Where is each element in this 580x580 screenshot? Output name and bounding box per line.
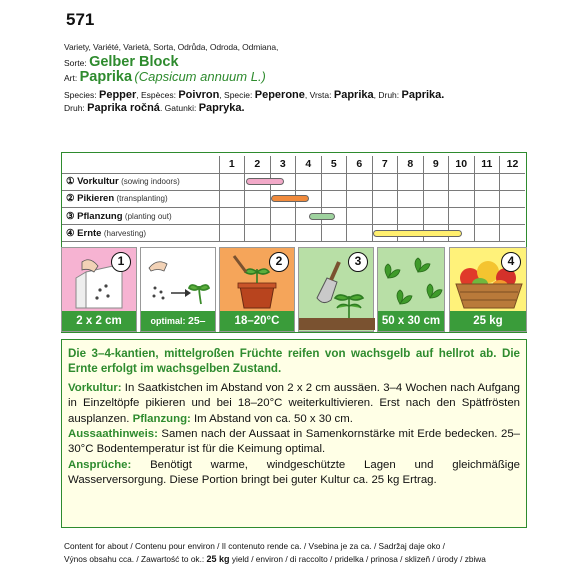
month-cell [474,173,500,190]
month-cell [474,208,500,225]
month-header: 8 [398,156,424,173]
month-cell [372,208,398,225]
footer-prefix: Výnos obsahu cca. / Zawartość to ok.: [64,553,207,564]
month-cell [245,208,271,225]
calendar-row [62,208,525,225]
month-cell [296,225,322,242]
pictogram-caption [141,311,215,331]
month-cell [219,208,245,225]
month-cell [474,190,500,207]
month-cell [321,173,347,190]
species-value: Paprika [333,89,374,101]
month-cell [270,225,296,242]
month-cell [219,225,245,242]
species-value: Pepper [98,89,137,101]
month-cell [245,225,271,242]
month-cell [372,190,398,207]
sprout-icon [141,248,217,314]
vorkultur-text: In Saatkistchen im Abstand von 2 x 2 cm aussäen. 3–4 Wochen nach Aufgang in Einzeltöpfe pikieren und bei 18–20°C weiterkultivieren. Erst nach den Spätfrösten ausplanzen. [68,381,520,425]
month-header: 11 [474,156,500,173]
calendar-bar [373,230,462,237]
month-cell [321,190,347,207]
month-cell [500,208,526,225]
art-latin: (Capsicum annuum L.) [134,69,266,84]
art-label: Art: [64,73,78,83]
species-label: , Vrsta: [304,90,332,100]
step-number: 1 [111,252,131,272]
pictogram-caption: 2 x 2 cm [62,311,136,331]
calendar-bar [246,178,284,185]
step-number: 3 [348,252,368,272]
description-aussaat [68,427,520,458]
species-label: , Druh: [373,90,400,100]
month-header: 7 [372,156,398,173]
month-cell [398,190,424,207]
month-header: 4 [296,156,322,173]
vorkultur-label: Vorkultur: [68,381,122,394]
calendar-row-label [62,173,219,190]
month-header: 5 [321,156,347,173]
month-cell [372,173,398,190]
month-header: 3 [270,156,296,173]
caption-value: 25– [187,315,206,327]
month-cell [347,208,373,225]
pictogram-caption: 25 kg [450,311,526,331]
description-box [61,339,527,528]
stage-sub: (sowing indoors) [121,177,180,187]
month-header: 1 [219,156,245,173]
sorte-value: Gelber Block [89,54,179,70]
pflanzung-label: Pflanzung: [132,412,191,425]
month-cell [500,173,526,190]
month-cell [423,173,449,190]
month-cell [270,208,296,225]
art-line [64,69,534,86]
caption-prefix: optimal: [150,316,186,326]
calendar-row [62,173,525,190]
species-line-1 [64,89,534,102]
species-label: Species: [64,90,97,100]
month-cell [500,225,526,242]
species-label: , Espèces: [136,90,176,100]
month-cell [347,173,373,190]
pictogram-spacing [377,247,445,332]
species-label: Druh: [64,103,85,113]
stage-name: ③ Pflanzung [66,210,123,222]
stage-sub: (planting out) [124,211,172,221]
month-cell [347,225,373,242]
stage-name: ② Pikieren [66,193,115,205]
stage-sub: (transplanting) [116,194,168,204]
month-cell [423,208,449,225]
month-cell [449,190,475,207]
species-value: Paprika. [401,89,445,101]
species-value: Peperone [254,89,305,101]
packet-header [64,42,534,115]
species-value: Papryka. [198,102,245,114]
species-value: Paprika ročná [87,102,160,114]
footer-yield: 25 kg [206,553,230,564]
pictogram-caption: 18–20°C [220,311,294,331]
species-line-2 [64,102,534,115]
packet-number: 571 [66,10,95,29]
description-vorkultur [68,381,520,427]
footer-line-2 [64,553,534,566]
footer-content [64,540,534,565]
month-cell [321,225,347,242]
footer-suffix: yield / environ / di raccolto / pridelka / prinosa / sklizeň / úrody / zbiwa [229,553,486,564]
plant-rows-icon [378,248,446,314]
month-header: 2 [245,156,271,173]
calendar-row-label [62,225,219,242]
pflanzung-text: Im Abstand von ca. 50 x 30 cm. [190,412,353,425]
month-cell [398,208,424,225]
calendar-bar [271,195,309,202]
calendar-bar [309,213,335,220]
month-header: 10 [449,156,475,173]
month-cell [423,190,449,207]
aussaat-text: Samen nach der Aussaat in Samenkornstärke mit Erde bedecken. 25–30°C Bodentemperatur ist für die Keimung optimal. [68,428,520,456]
description-anspruche [68,458,520,489]
calendar-row-label [62,190,219,207]
stage-name: ④ Ernte [66,227,102,239]
step-number: 2 [269,252,289,272]
pictogram-harvest [449,247,527,332]
month-cell [500,190,526,207]
month-header: 12 [500,156,526,173]
species-label: , Specie: [219,90,253,100]
sorte-label: Sorte: [64,58,87,68]
footer-line-1: Content for about / Contenu pour environ / Il contenuto rende ca. / Vsebina je za ca. / Sadržaj daje oko / [64,541,445,551]
pictogram-planting [298,247,374,332]
stage-name: ① Vorkultur [66,176,119,188]
month-cell [245,190,271,207]
step-number: 4 [501,252,521,272]
species-value: Poivron [178,89,220,101]
variety-languages: Variety, Variété, Varietà, Sorta, Odrůda, Odroda, Odmiana, [64,42,279,52]
anspruche-text: Benötigt warme, windgeschützte Lagen und gleichmäßige Wasserversorgung. Diese Portion bringt bei guter Kultur ca. 25 kg Ertrag. [68,458,520,487]
month-cell [449,208,475,225]
month-cell [296,173,322,190]
art-value: Paprika [79,69,133,85]
pictogram-caption: 50 x 30 cm [378,311,444,331]
species-label: . Gatunki: [159,103,197,113]
pictogram-sowing [61,247,137,332]
month-cell [474,225,500,242]
calendar-row-label [62,208,219,225]
month-cell [219,190,245,207]
aussaat-label: Aussaathinweis: [68,428,158,441]
month-cell [219,173,245,190]
month-header: 9 [423,156,449,173]
stage-sub: (harvesting) [103,228,147,238]
pictogram-germination [140,247,216,332]
month-cell [347,190,373,207]
month-cell [398,173,424,190]
calendar-header-row [62,156,525,173]
month-cell [449,173,475,190]
anspruche-label: Ansprüche: [68,458,132,471]
description-intro: Die 3–4-kantien, mittelgroßen Früchte reifen von wachsgelb auf hellrot ab. Die Ernte erfolgt im wachsgelben Zustand. [68,347,520,376]
calendar-corner [62,156,219,173]
month-header: 6 [347,156,373,173]
pictogram-transplant [219,247,295,332]
